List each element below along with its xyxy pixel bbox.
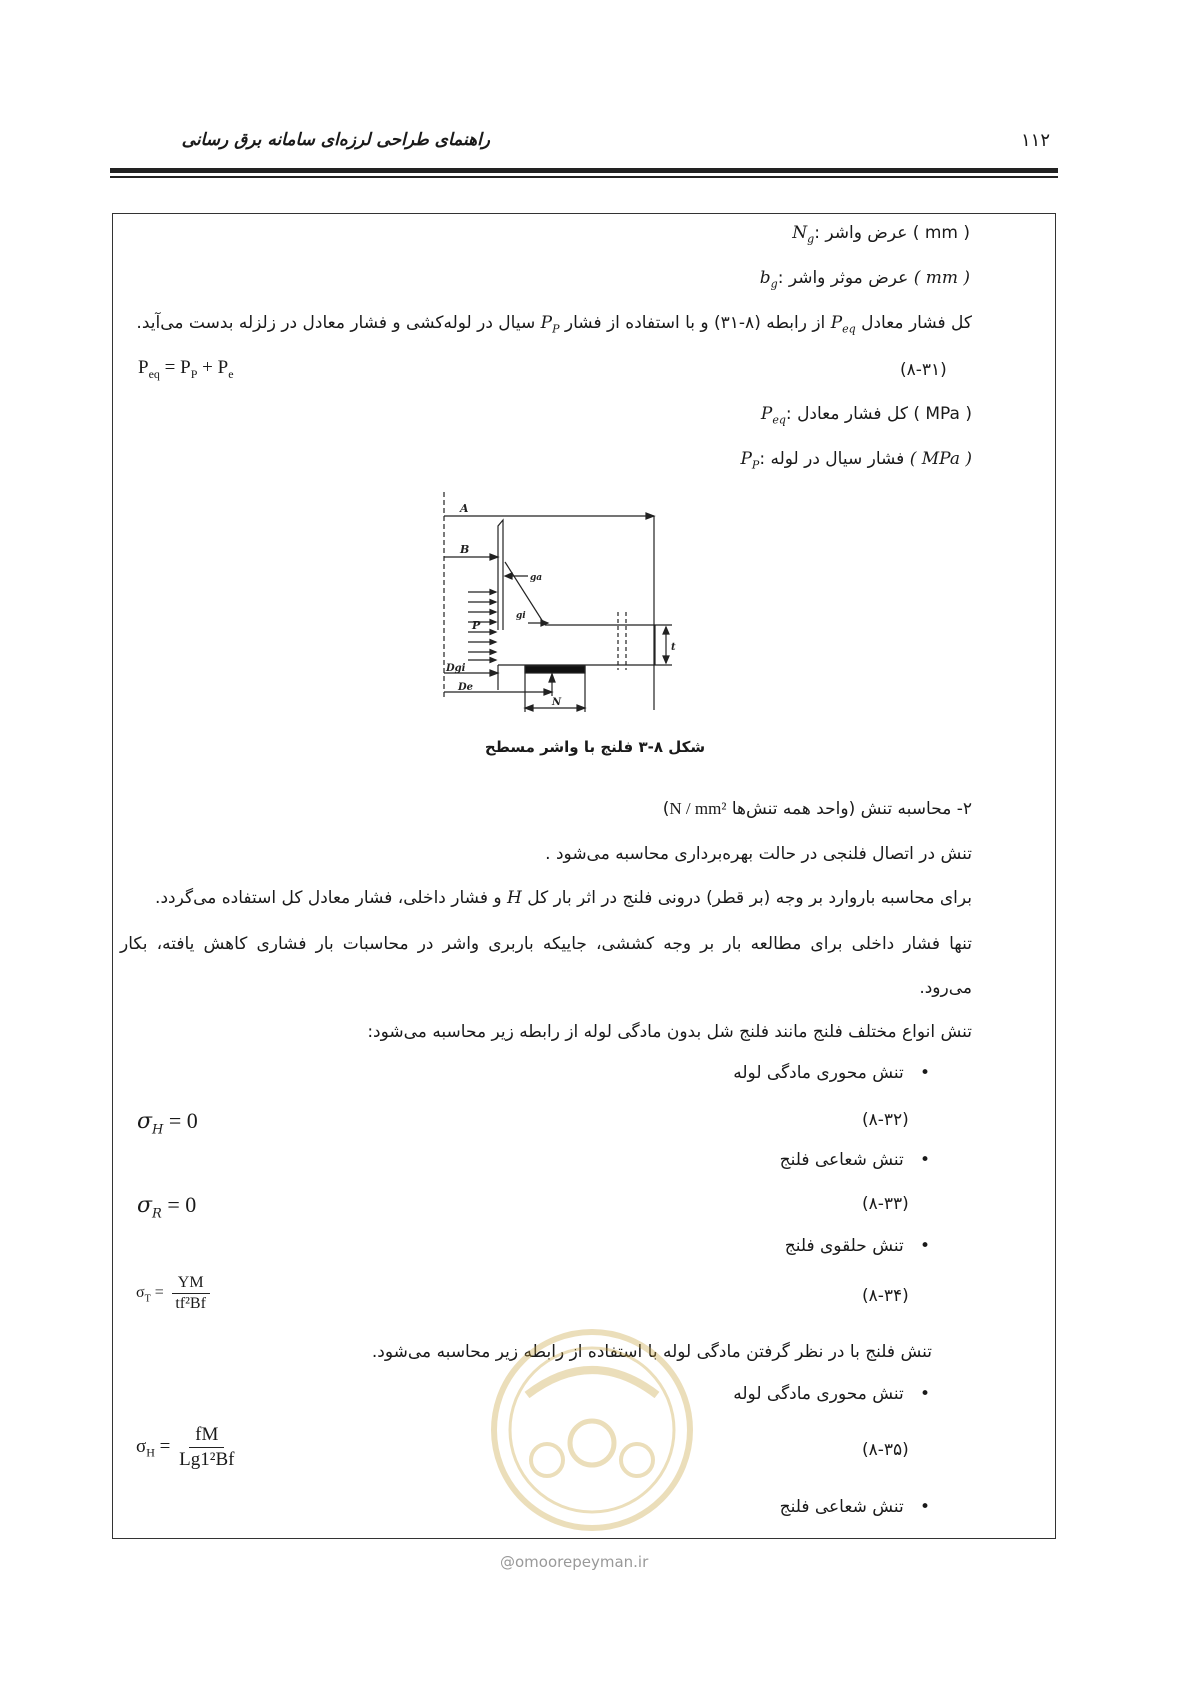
seal-gear-icon <box>570 1421 614 1465</box>
p2-part-b: و فشار داخلی، فشار معادل کل استفاده می‌گردد. <box>155 888 502 908</box>
peq-def-text: : کل فشار معادل <box>785 404 908 424</box>
pp-def-unit: ( MPa ) <box>909 449 972 469</box>
flange-gasket-figure <box>430 490 720 715</box>
eq35-number: (۸-۳۵) <box>862 1440 909 1460</box>
bullet-dot: • <box>903 1063 930 1083</box>
label-ga: ga <box>530 573 543 583</box>
pp-def-text: : فشار سیال در لوله <box>759 449 905 469</box>
dim-de-arrow <box>544 689 552 695</box>
section-heading-text: ۲- محاسبه تنش (واحد همه تنش‌ها <box>731 799 972 819</box>
dim-b-arrow <box>490 554 498 560</box>
peq-sub2: P <box>552 322 560 336</box>
eq31-formula: $P_{eq} = P_P + P_e$ <box>138 357 234 381</box>
header-rule-thin <box>110 176 1058 178</box>
peq-part1: کل فشار معادل <box>861 313 972 333</box>
ga-arrow-head <box>505 573 512 579</box>
dim-a-arrow <box>646 513 654 519</box>
label-a: A <box>460 502 469 515</box>
p2-part-a: برای محاسبه باروارد بر وجه (بر قطر) درونی فلنج در اثر بار کل <box>527 888 972 908</box>
seal-script-mark <box>527 1370 657 1395</box>
eq32-number: (۸-۳۲) <box>862 1110 909 1130</box>
section-heading-unit: N / mm² <box>669 799 727 818</box>
page-number: ۱۱۲ <box>1020 130 1050 151</box>
peq-sub1: eq <box>842 322 856 336</box>
peq-sym1: P <box>830 313 843 333</box>
bullet-dot: • <box>903 1236 930 1256</box>
label-p: P <box>472 619 481 632</box>
seal-scale-icon <box>531 1444 563 1476</box>
paragraph-3-line-1: تنها فشار داخلی برای مطالعه بار بر وجه کششی، جاییکه باربری واشر در محاسبات بار فشاری کاهش یافته، بکار <box>120 934 972 954</box>
eq33-number: (۸-۳۳) <box>862 1194 909 1214</box>
header-rule-thick <box>110 168 1058 173</box>
eq32-formula: $\sigma_H = 0$ <box>137 1108 198 1138</box>
eq34-number: (۸-۳۴) <box>862 1286 909 1306</box>
def-pp <box>600 445 972 479</box>
bg-symbol: b <box>759 268 771 288</box>
dim-t-arrow-top <box>663 627 669 634</box>
bg-sub: g <box>770 277 778 291</box>
bullet-axial-stress-hub: • تنش محوری مادگی لوله <box>733 1384 930 1404</box>
label-b: B <box>460 543 470 556</box>
peq-paragraph <box>136 309 972 343</box>
paragraph-1: تنش در اتصال فلنجی در حالت بهره‌برداری محاسبه می‌شود . <box>545 844 972 864</box>
bullet-hoop-stress: • تنش حلقوی فلنج <box>784 1236 930 1256</box>
bullet-dot: • <box>903 1150 930 1170</box>
eq34-fraction: $\frac{YM}{\text{tf²Bf}}$ <box>172 1274 210 1313</box>
eq31-number: (۸-۳۱) <box>900 360 947 380</box>
ng-text: : عرض واشر <box>814 223 908 243</box>
eq34-formula: $\sigma_T$ = $\frac{YM}{\text{tf²Bf}}$ <box>136 1274 210 1313</box>
section-heading-close: ) <box>662 799 670 819</box>
eq33-formula: $\sigma_R = 0$ <box>137 1192 197 1222</box>
seal-outer-ring <box>494 1332 690 1528</box>
paragraph-4: تنش انواع مختلف فلنج مانند فلنج شل بدون مادگی لوله از رابطه زیر محاسبه می‌شود: <box>367 1022 972 1042</box>
label-dgi: Dgi <box>446 663 466 674</box>
def-peq <box>600 400 972 434</box>
p2-symbol: H <box>506 888 522 908</box>
paragraph-5: تنش فلنج با در نظر گرفتن مادگی لوله با استفاده از رابطه زیر محاسبه می‌شود. <box>371 1342 932 1362</box>
dim-dgi-arrow <box>490 670 498 676</box>
peq-part3: سیال در لوله‌کشی و فشار معادل در زلزله بدست می‌آید. <box>136 313 536 333</box>
peq-sym2: P <box>540 313 553 333</box>
ng-unit: ( mm ) <box>912 223 970 243</box>
label-gi: gi <box>516 611 526 621</box>
label-t: t <box>671 642 676 653</box>
bullet-radial-stress: • تنش شعاعی فلنج <box>779 1150 930 1170</box>
watermark-seal <box>487 1325 697 1535</box>
bullet-dot: • <box>903 1384 930 1404</box>
bullet-radial-stress-hub: • تنش شعاعی فلنج <box>779 1497 930 1517</box>
pp-def-sub: P <box>751 458 760 472</box>
seal-building-icon <box>621 1444 653 1476</box>
label-de: De <box>458 682 474 693</box>
figure-caption: شکل ۸-۳ فلنج با واشر مسطح <box>484 738 706 756</box>
def-ng <box>600 219 970 253</box>
pp-def-symbol: P <box>740 449 752 469</box>
section-heading <box>560 795 972 823</box>
peq-def-unit: ( MPa ) <box>913 404 972 424</box>
gasket <box>525 666 585 673</box>
ng-sub: g <box>807 232 815 246</box>
dim-n-arrow-right <box>577 705 585 711</box>
peq-def-symbol: P <box>760 404 773 424</box>
def-bg <box>600 264 970 298</box>
bg-unit: ( mm ) <box>913 268 970 288</box>
book-title: راهنمای طراحی لرزه‌ای سامانه برق رسانی <box>181 130 490 150</box>
bullet-dot: • <box>903 1497 930 1517</box>
dim-n-arrow-left <box>525 705 533 711</box>
bg-text: : عرض موثر واشر <box>777 268 909 288</box>
peq-part2: از رابطه (۸-۳۱) و با استفاده از فشار <box>564 313 826 333</box>
peq-def-sub: eq <box>772 413 786 427</box>
dim-t-arrow-bottom <box>663 656 669 663</box>
paragraph-3-line-2: می‌رود. <box>919 978 972 998</box>
bullet-axial-stress: • تنش محوری مادگی لوله <box>733 1063 930 1083</box>
eq35-formula: $\sigma_H$ = $\frac{fM}{\text{Lg1²Bf}}$ <box>136 1424 235 1470</box>
de-up-arrow <box>549 674 555 682</box>
pipe-wall-top <box>498 520 503 553</box>
ng-symbol: N <box>792 223 808 243</box>
eq35-fraction: $\frac{fM}{\text{Lg1²Bf}}$ <box>179 1424 235 1470</box>
watermark-site: @omoorepeyman.ir <box>500 1553 649 1571</box>
label-n: N <box>552 697 562 708</box>
paragraph-2 <box>140 884 972 912</box>
